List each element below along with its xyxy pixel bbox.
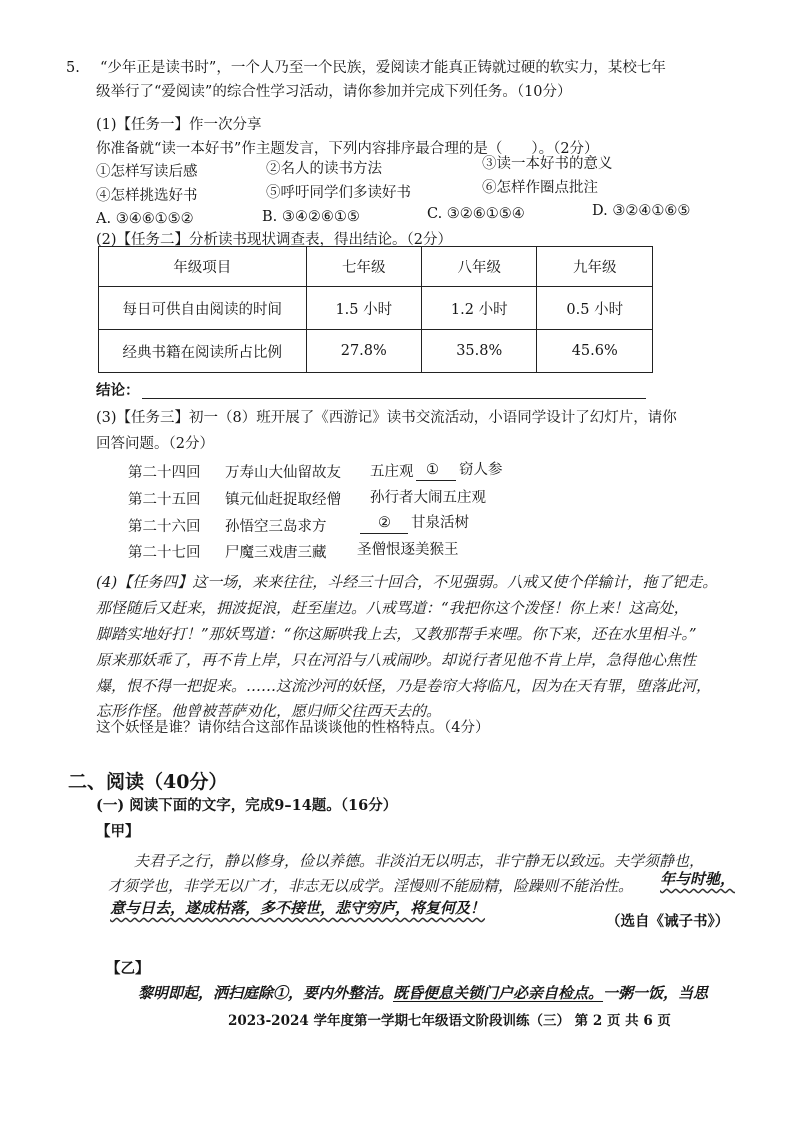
conclusion-label: 结论： bbox=[96, 382, 140, 399]
question-number: 5. bbox=[66, 60, 80, 76]
chapter-title-right-tail: 窃人参 bbox=[459, 462, 503, 478]
page-footer: 2023-2024 学年度第一学期七年级语文阶段训练（三） 第 2 页 共 6 页 bbox=[228, 1013, 671, 1029]
passage-label-jia: 【甲】 bbox=[96, 823, 140, 840]
chapter-number: 第二十六回 bbox=[128, 519, 201, 535]
table-cell: 0.5 小时 bbox=[537, 287, 653, 330]
table-cell: 每日可供自由阅读的时间 bbox=[99, 287, 307, 330]
table-cell: 1.5 小时 bbox=[306, 287, 421, 330]
yi-text-pre: 黎明即起，洒扫庭除①，要内外整洁。 bbox=[138, 984, 394, 1002]
table-header-cell: 八年级 bbox=[422, 247, 537, 287]
passage-label-yi: 【乙】 bbox=[106, 960, 150, 977]
q5-intro-line2: 级举行了“爱阅读”的综合性学习活动，请你参加并完成下列任务。（10分） bbox=[96, 84, 572, 100]
task1-item-4: ④怎样挑选好书 bbox=[96, 188, 198, 204]
chapter-title-right: 五庄观 bbox=[370, 464, 414, 480]
chapter-number: 第二十五回 bbox=[128, 492, 201, 508]
source-citation: （选自《诫子书》） bbox=[606, 913, 730, 930]
blank-marker-2: ② bbox=[378, 515, 391, 531]
section-title: 二、阅读（40分） bbox=[68, 771, 228, 793]
yi-underlined-sentence: 既昏便息关锁门户必亲自检点。 bbox=[393, 984, 604, 1002]
task1-item-5: ⑤呼吁同学们多读好书 bbox=[266, 185, 411, 201]
task1-item-2: ②名人的读书方法 bbox=[266, 161, 382, 177]
chapter-number: 第二十七回 bbox=[128, 545, 201, 561]
reading-survey-table bbox=[98, 246, 653, 373]
task4-question: 这个妖怪是谁？请你结合这部作品谈谈他的性格特点。（4分） bbox=[96, 720, 490, 736]
task1-option-b: B. ③④②⑥①⑤ bbox=[262, 209, 360, 225]
task1-item-3: ③读一本好书的意义 bbox=[482, 156, 613, 172]
table-header-cell: 年级项目 bbox=[99, 247, 307, 287]
chapter-title-left: 镇元仙赶捉取经僧 bbox=[225, 492, 341, 508]
table-cell: 1.2 小时 bbox=[422, 287, 537, 330]
jia-passage-line: 才须学也，非学无以广才，非志无以成学。淫慢则不能励精，险躁则不能治性。 bbox=[108, 877, 634, 895]
chapter-title-right-tail: 甘泉活树 bbox=[411, 515, 469, 531]
table-header-cell: 九年级 bbox=[537, 247, 653, 287]
chapter-title-left: 孙悟空三岛求方 bbox=[225, 519, 327, 535]
task1-question: 你准备就“读一本好书”作主题发言，下列内容排序最合理的是（ ）。（2分） bbox=[96, 141, 599, 157]
task1-item-1: ①怎样写读后感 bbox=[96, 164, 198, 180]
chapter-title-left: 尸魔三戏唐三藏 bbox=[225, 545, 327, 561]
task1-item-6: ⑥怎样作圈点批注 bbox=[482, 180, 598, 196]
task3-line2: 回答问题。（2分） bbox=[96, 436, 214, 452]
yi-passage-line bbox=[138, 983, 708, 1003]
task1-option-d: D. ③②④①⑥⑤ bbox=[592, 203, 691, 219]
yi-text-post: 一粥一饭，当思 bbox=[603, 984, 709, 1002]
task3-line1: (3)【任务三】初一（8）班开展了《西游记》读书交流活动，小语同学设计了幻灯片，请你 bbox=[96, 410, 677, 426]
blank-marker-1: ① bbox=[426, 462, 439, 478]
task1-option-a: A. ③④⑥①⑤② bbox=[96, 211, 194, 227]
task1-title: (1)【任务一】作一次分享 bbox=[96, 117, 262, 133]
jia-wavy-underline-2: 意与日去，遂成枯落，多不接世，悲守穷庐，将复何及！ bbox=[110, 899, 486, 917]
task4-passage-line: (4)【任务四】这一场，来来往往，斗经三十回合，不见强弱。八戒又使个佯输计，拖了钯走。 bbox=[96, 573, 718, 591]
chapter-title-right: 圣僧恨逐美猴王 bbox=[357, 542, 459, 558]
task2-title: (2)【任务二】分析读书现状调查表，得出结论。（2分） bbox=[96, 232, 453, 248]
conclusion-answer-line bbox=[142, 398, 646, 399]
task4-passage-line: 爆，恨不得一把捉来。……这流沙河的妖怪，乃是卷帘大将临凡，因为在天有罪，堕落此河， bbox=[96, 677, 712, 695]
task1-option-c: C. ③②⑥①⑤④ bbox=[427, 206, 525, 222]
section-subtitle: (一) 阅读下面的文字，完成9–14题。（16分） bbox=[96, 797, 398, 814]
fill-blank-1 bbox=[416, 480, 456, 481]
task4-passage-line: 脚踏实地好打！”那妖骂道：“你这厮哄我上去，又教那帮手来哩。你下来，还在水里相斗。” bbox=[96, 625, 697, 643]
table-cell: 经典书籍在阅读所占比例 bbox=[99, 330, 307, 373]
table-cell: 35.8% bbox=[422, 330, 537, 373]
table-cell: 27.8% bbox=[306, 330, 421, 373]
task4-passage-line: 那怪随后又赶来，拥波捉浪，赶至崖边。八戒骂道：“我把你这个泼怪！你上来！这高处， bbox=[96, 599, 689, 617]
task4-passage-line: 忘形作怪。他曾被菩萨劝化，愿归师父往西天去的。 bbox=[96, 702, 442, 720]
jia-wavy-underline-1: 年与时驰， bbox=[660, 870, 736, 888]
chapter-title-left: 万寿山大仙留故友 bbox=[225, 465, 341, 481]
q5-intro-line1: “少年正是读书时”，一个人乃至一个民族，爱阅读才能真正铸就过硬的软实力，某校七年 bbox=[100, 60, 666, 76]
chapter-title-right: 孙行者大闹五庄观 bbox=[370, 490, 486, 506]
table-header-cell: 七年级 bbox=[306, 247, 421, 287]
table-header-row bbox=[99, 247, 653, 287]
table-row bbox=[99, 287, 653, 330]
fill-blank-2 bbox=[360, 533, 408, 534]
chapter-number: 第二十四回 bbox=[128, 465, 201, 481]
jia-passage-line: 夫君子之行，静以修身，俭以养德。非淡泊无以明志，非宁静无以致远。夫学须静也， bbox=[134, 852, 705, 870]
task4-passage-line: 原来那妖乖了，再不肯上岸，只在河沿与八戒闹吵。却说行者见他不肯上岸，急得他心焦性 bbox=[96, 651, 697, 669]
table-cell: 45.6% bbox=[537, 330, 653, 373]
table-row bbox=[99, 330, 653, 373]
